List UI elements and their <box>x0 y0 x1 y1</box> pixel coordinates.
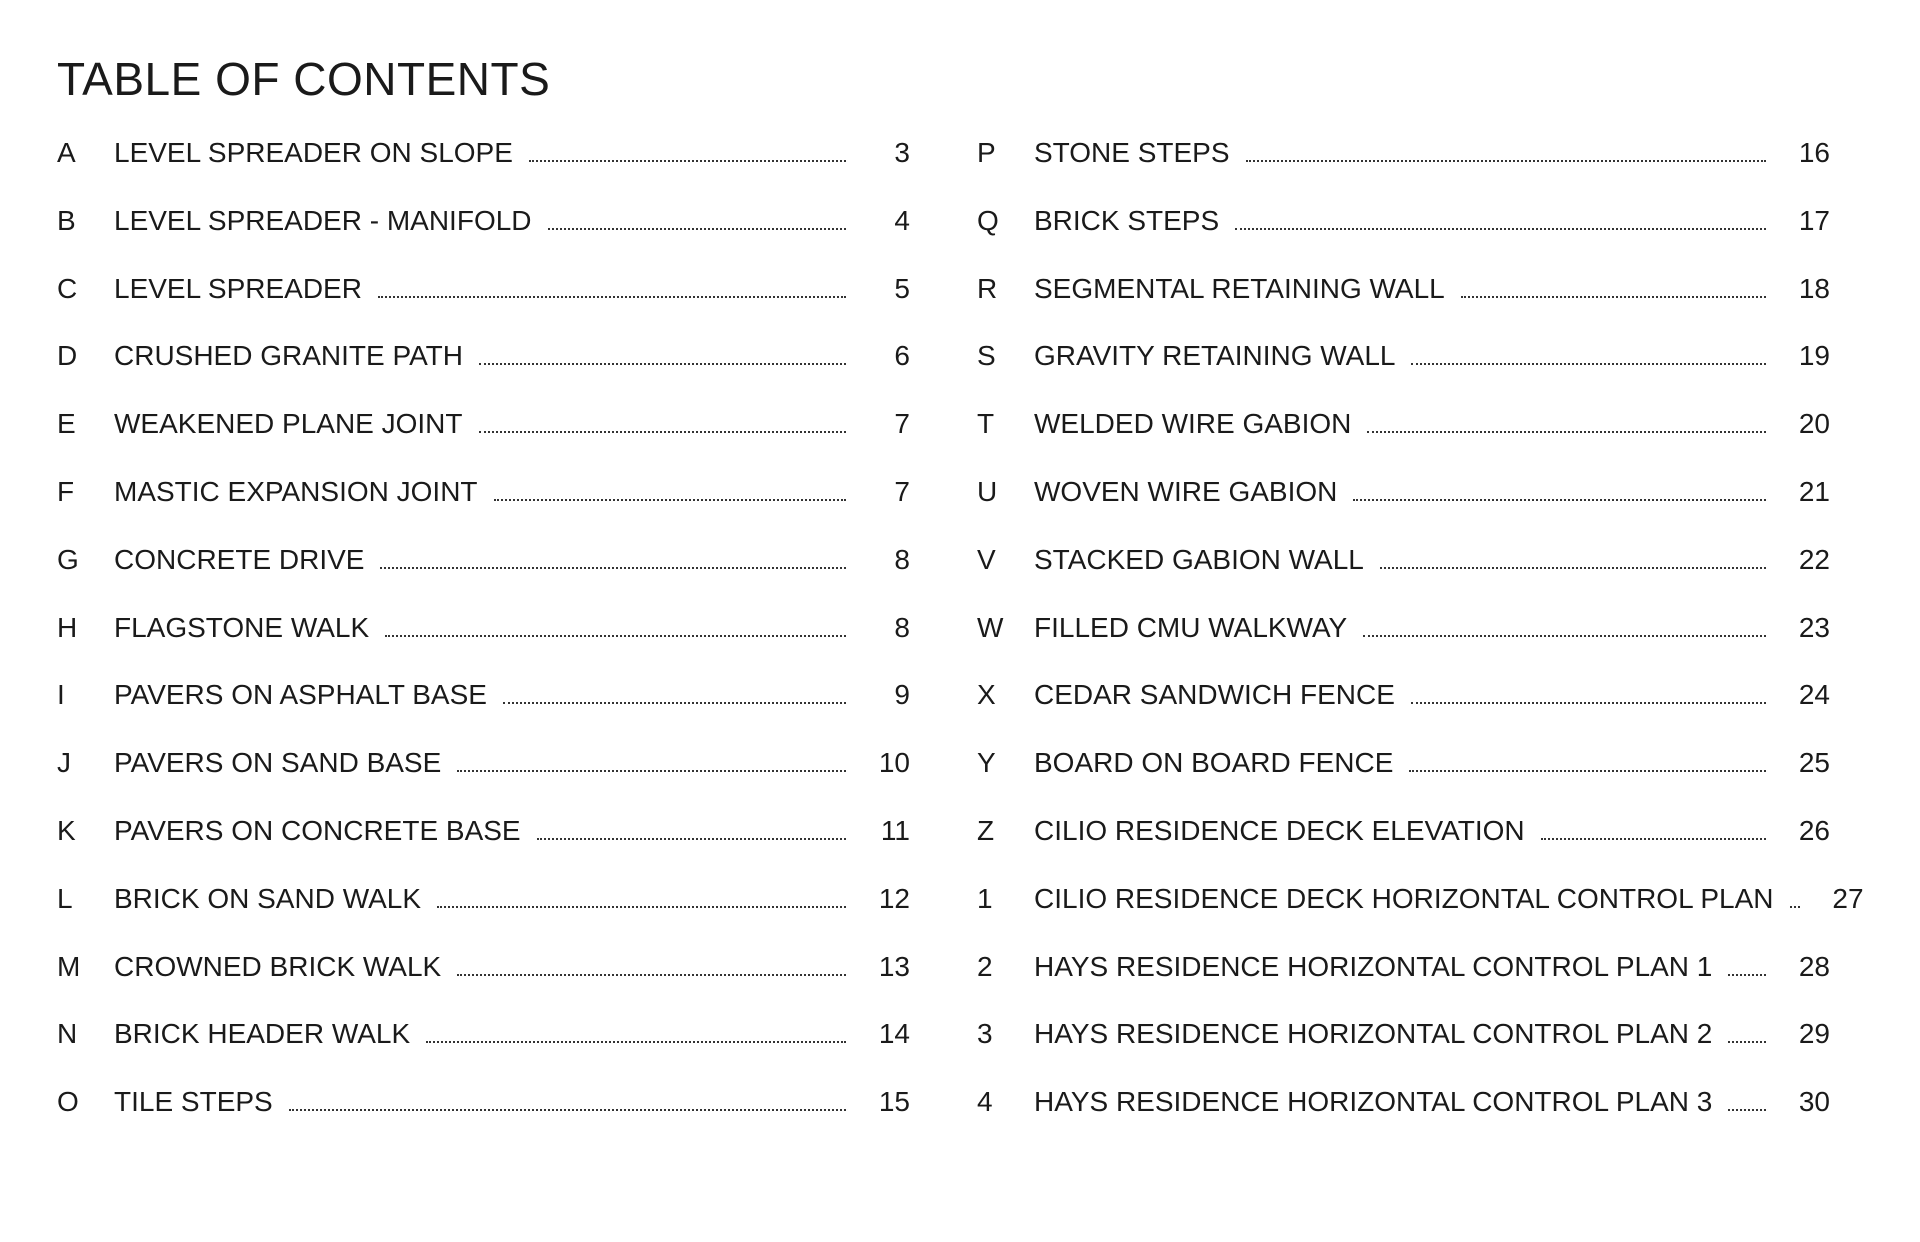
toc-entry-letter: U <box>977 475 998 507</box>
dotted-leader <box>1367 431 1766 433</box>
toc-entry-letter: I <box>57 679 65 711</box>
dotted-leader <box>1411 363 1766 365</box>
toc-entry-title: BRICK STEPS <box>1034 204 1220 236</box>
toc-entry-title: LEVEL SPREADER ON SLOPE <box>114 137 513 168</box>
toc-entry-letter: G <box>57 543 79 575</box>
toc-entry[interactable] <box>57 594 910 662</box>
toc-entry-title: BRICK ON SAND WALK <box>114 882 422 914</box>
toc-entry[interactable] <box>57 1000 910 1068</box>
toc-entry-title: CEDAR SANDWICH FENCE <box>1034 679 1395 711</box>
toc-entry-letter: F <box>57 475 75 507</box>
dotted-leader <box>289 1109 846 1111</box>
toc-entry-page: 5 <box>894 272 910 304</box>
toc-entry[interactable] <box>977 187 1830 255</box>
toc-entry-page: 30 <box>1798 1086 1830 1118</box>
toc-entry-title: MASTIC EXPANSION JOINT <box>114 475 478 507</box>
toc-entry[interactable] <box>977 1000 1830 1068</box>
toc-entry[interactable] <box>977 458 1830 526</box>
toc-entry[interactable] <box>57 661 910 729</box>
toc-entry-page: 11 <box>880 814 910 846</box>
toc-entry-page: 14 <box>878 1018 910 1050</box>
toc-entry-title: LEVEL SPREADER - MANIFOLD <box>114 204 532 236</box>
toc-entry-page: 8 <box>894 543 910 575</box>
toc-entry[interactable] <box>977 119 1830 187</box>
toc-entry-letter: Y <box>977 747 996 779</box>
toc-entry[interactable] <box>57 1068 910 1136</box>
toc-entry-page: 7 <box>894 475 910 507</box>
dotted-leader <box>380 567 846 569</box>
dotted-leader <box>1409 770 1766 772</box>
toc-entry-letter: M <box>57 950 81 982</box>
dotted-leader <box>503 702 846 704</box>
toc-entry-page: 18 <box>1798 272 1830 304</box>
dotted-leader <box>479 431 846 433</box>
toc-entry[interactable] <box>57 322 910 390</box>
toc-entry-page: 3 <box>894 137 910 168</box>
toc-entry-letter: X <box>977 679 996 711</box>
toc-entry[interactable] <box>977 797 1830 865</box>
toc-entry-title: BRICK HEADER WALK <box>114 1018 411 1050</box>
toc-entry-letter: R <box>977 272 998 304</box>
toc-entry-title: PAVERS ON CONCRETE BASE <box>114 814 521 846</box>
toc-entry[interactable] <box>977 255 1830 323</box>
toc-entry-page: 29 <box>1798 1018 1830 1050</box>
toc-entry-letter: Z <box>977 814 995 846</box>
toc-entry-letter: 4 <box>977 1086 993 1118</box>
toc-entry-letter: B <box>57 204 76 236</box>
toc-entry[interactable] <box>57 797 910 865</box>
toc-entry[interactable] <box>57 390 910 458</box>
toc-entry-letter: K <box>57 814 76 846</box>
dotted-leader <box>1790 906 1800 908</box>
toc-entry[interactable] <box>977 1068 1830 1136</box>
dotted-leader <box>494 499 846 501</box>
toc-entry-title: FILLED CMU WALKWAY <box>1034 611 1348 643</box>
dotted-leader <box>548 228 846 230</box>
toc-entry[interactable] <box>977 594 1830 662</box>
toc-entry-letter: J <box>57 747 71 779</box>
toc-entry-letter: T <box>977 408 995 440</box>
toc-entry-title: CROWNED BRICK WALK <box>114 950 442 982</box>
toc-entry-letter: P <box>977 137 996 168</box>
dotted-leader <box>1461 296 1766 298</box>
toc-entry-letter: D <box>57 340 78 372</box>
toc-entry-letter: C <box>57 272 78 304</box>
toc-entry-title: PAVERS ON SAND BASE <box>114 747 442 779</box>
toc-entry-page: 8 <box>894 611 910 643</box>
toc-entry-letter: Q <box>977 204 999 236</box>
toc-entry[interactable] <box>57 255 910 323</box>
toc-entry-letter: 1 <box>977 882 993 914</box>
toc-entry-letter: 3 <box>977 1018 993 1050</box>
toc-column-right <box>977 119 1864 1136</box>
dotted-leader <box>1235 228 1766 230</box>
dotted-leader <box>1363 635 1766 637</box>
toc-entry-letter: N <box>57 1018 78 1050</box>
dotted-leader <box>1380 567 1766 569</box>
dotted-leader <box>437 906 846 908</box>
toc-entry-letter: E <box>57 408 76 440</box>
dotted-leader <box>1541 838 1766 840</box>
dotted-leader <box>457 770 846 772</box>
toc-entry[interactable] <box>977 322 1830 390</box>
toc-entry-page: 10 <box>878 747 910 779</box>
dotted-leader <box>537 838 846 840</box>
toc-entry-title: STONE STEPS <box>1034 137 1230 168</box>
toc-entry[interactable] <box>977 933 1830 1001</box>
toc-entry-page: 17 <box>1798 204 1830 236</box>
toc-entry-letter: A <box>57 137 76 168</box>
toc-entry[interactable] <box>977 661 1830 729</box>
toc-entry-page: 7 <box>894 408 910 440</box>
toc-entry-letter: H <box>57 611 78 643</box>
dotted-leader <box>385 635 846 637</box>
toc-entry-page: 26 <box>1798 814 1830 846</box>
toc-entry-title: CONCRETE DRIVE <box>114 543 365 575</box>
toc-entry-title: CRUSHED GRANITE PATH <box>114 340 463 372</box>
toc-entry[interactable] <box>57 865 910 933</box>
toc-entry-title: CILIO RESIDENCE DECK HORIZONTAL CONTROL PLAN <box>1034 882 1774 914</box>
toc-entry-title: CILIO RESIDENCE DECK ELEVATION <box>1034 814 1525 846</box>
dotted-leader <box>1246 160 1766 162</box>
toc-entry-page: 27 <box>1832 882 1864 914</box>
toc-entry[interactable] <box>977 865 1864 933</box>
toc-entry[interactable] <box>57 526 910 594</box>
toc-entry-title: PAVERS ON ASPHALT BASE <box>114 679 487 711</box>
toc-entry-title: WELDED WIRE GABION <box>1034 408 1352 440</box>
toc-entry-title: STACKED GABION WALL <box>1034 543 1364 575</box>
toc-entry-title: HAYS RESIDENCE HORIZONTAL CONTROL PLAN 2 <box>1034 1018 1713 1050</box>
toc-entry[interactable] <box>57 458 910 526</box>
toc-entry-letter: 2 <box>977 950 993 982</box>
toc-entry-letter: O <box>57 1086 79 1118</box>
toc-entry-page: 9 <box>894 679 910 711</box>
dotted-leader <box>1411 702 1766 704</box>
toc-entry-page: 12 <box>878 882 910 914</box>
toc-entry-letter: L <box>57 882 73 914</box>
dotted-leader <box>1728 1041 1766 1043</box>
dotted-leader <box>457 974 846 976</box>
toc-entry-title: SEGMENTAL RETAINING WALL <box>1034 272 1445 304</box>
toc-entry[interactable] <box>57 933 910 1001</box>
toc-entry-title: HAYS RESIDENCE HORIZONTAL CONTROL PLAN 1 <box>1034 950 1713 982</box>
toc-entry-page: 16 <box>1798 137 1830 168</box>
toc-entry[interactable] <box>977 729 1830 797</box>
page-title: TABLE OF CONTENTS <box>57 53 551 105</box>
dotted-leader <box>426 1041 846 1043</box>
dotted-leader <box>1728 974 1766 976</box>
toc-entry-page: 28 <box>1798 950 1830 982</box>
toc-entry-page: 4 <box>894 204 910 236</box>
dotted-leader <box>378 296 846 298</box>
dotted-leader <box>1353 499 1766 501</box>
toc-entry-letter: V <box>977 543 996 575</box>
toc-entry-page: 24 <box>1798 679 1830 711</box>
toc-entry[interactable] <box>977 526 1830 594</box>
dotted-leader <box>1728 1109 1766 1111</box>
toc-entry-letter: S <box>977 340 996 372</box>
toc-entry[interactable] <box>977 390 1830 458</box>
toc-entry-title: LEVEL SPREADER <box>114 272 362 304</box>
toc-entry-page: 13 <box>878 950 910 982</box>
toc-entry-letter: W <box>977 611 1004 643</box>
toc-entry-page: 6 <box>894 340 910 372</box>
toc-entry-page: 25 <box>1798 747 1830 779</box>
toc-entry-title: TILE STEPS <box>114 1086 273 1118</box>
toc-entry-title: GRAVITY RETAINING WALL <box>1034 340 1396 372</box>
toc-entry-page: 19 <box>1798 340 1830 372</box>
dotted-leader <box>529 160 846 162</box>
toc-entry-page: 20 <box>1798 408 1830 440</box>
toc-entry-page: 23 <box>1798 611 1830 643</box>
toc-entry[interactable] <box>57 729 910 797</box>
toc-entry[interactable] <box>57 187 910 255</box>
toc-entry-page: 21 <box>1798 475 1830 507</box>
toc-entry[interactable] <box>57 119 910 187</box>
toc-entry-title: HAYS RESIDENCE HORIZONTAL CONTROL PLAN 3 <box>1034 1086 1713 1118</box>
toc-entry-title: WOVEN WIRE GABION <box>1034 475 1338 507</box>
toc-column-left <box>57 119 910 1136</box>
toc-entry-page: 22 <box>1798 543 1830 575</box>
toc-entry-title: FLAGSTONE WALK <box>114 611 370 643</box>
toc-entry-page: 15 <box>878 1086 910 1118</box>
dotted-leader <box>479 363 846 365</box>
toc-entry-title: WEAKENED PLANE JOINT <box>114 408 463 440</box>
toc-entry-title: BOARD ON BOARD FENCE <box>1034 747 1394 779</box>
